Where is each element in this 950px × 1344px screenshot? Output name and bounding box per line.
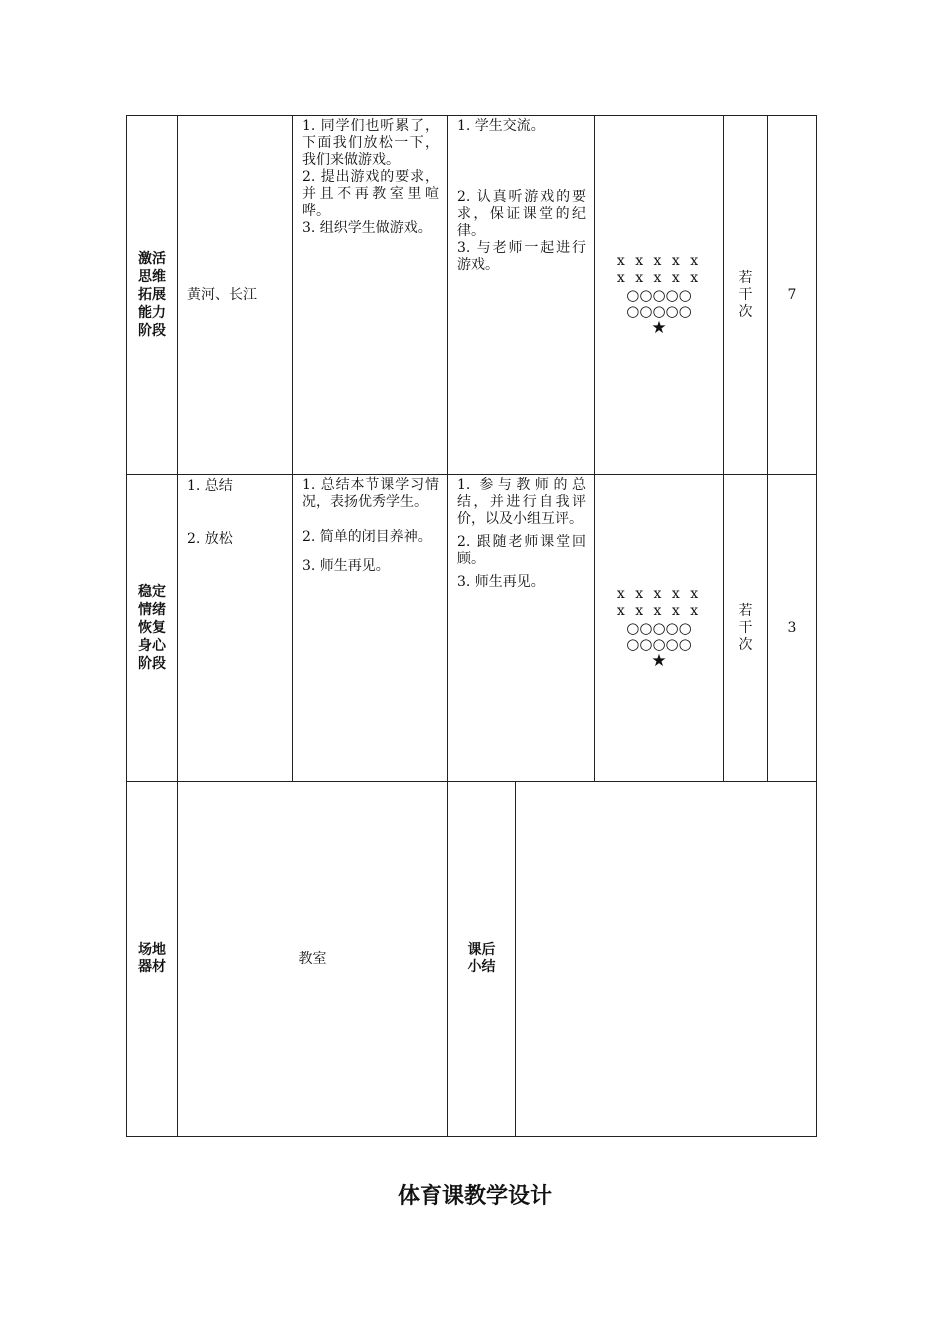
- times-label: 若干次: [738, 602, 753, 653]
- teacher-star-icon: ★: [651, 318, 667, 338]
- stage-cell: [127, 116, 178, 475]
- teacher-step: 3. 师生再见。: [302, 558, 390, 574]
- student-step: 2. 认真听游戏的要求，保证课堂的纪律。: [457, 189, 586, 239]
- formation-diagram: [595, 116, 724, 475]
- formation-x-row: x x x x x: [616, 270, 702, 286]
- summary-label: 课后: [467, 942, 496, 958]
- summary-label-cell: [448, 782, 516, 1137]
- content-cell: 黄河、长江: [178, 116, 293, 475]
- lesson-plan-table: [126, 115, 817, 1137]
- times-label: 若干次: [738, 269, 753, 320]
- teacher-step: 2. 简单的闭目养神。: [302, 529, 432, 545]
- formation-x-row: x x x x x: [616, 586, 702, 602]
- times-cell: [724, 116, 768, 475]
- formation-o-row: ○○○○○: [626, 286, 692, 304]
- venue-label: 场地: [138, 942, 166, 958]
- formation-x-row: x x x x x: [616, 603, 702, 619]
- student-steps-cell: [448, 116, 595, 475]
- student-step: 3. 师生再见。: [457, 574, 545, 590]
- content-cell: [178, 475, 293, 782]
- formation-o-row: ○○○○○: [626, 619, 692, 637]
- student-step: 3. 与老师一起进行游戏。: [457, 240, 586, 273]
- formation-diagram: [595, 475, 724, 782]
- next-page-title: 体育课教学设计: [397, 1184, 552, 1209]
- summary-label: 小结: [467, 959, 496, 975]
- teacher-step: 1. 同学们也听累了，下面我们放松一下，我们来做游戏。: [302, 118, 439, 168]
- stage-row-activate: [127, 116, 817, 475]
- teacher-step: 2. 提出游戏的要求，并且不再教室里喧哗。: [302, 169, 439, 219]
- student-step: 1. 学生交流。: [457, 118, 545, 134]
- stage-label: 稳定情绪恢复身心阶段: [138, 584, 166, 672]
- times-cell: [724, 475, 768, 782]
- student-step: 1. 参与教师的总结，并进行自我评价，以及小组互评。: [457, 477, 586, 527]
- venue-summary-row: [127, 782, 817, 1137]
- minutes-cell: 3: [768, 475, 817, 782]
- venue-value-cell: 教室: [178, 782, 448, 1137]
- summary-value-cell: [516, 782, 817, 1137]
- formation-o-row: ○○○○○: [626, 635, 692, 653]
- teacher-step: 3. 组织学生做游戏。: [302, 220, 432, 236]
- teacher-steps-cell: [293, 116, 448, 475]
- teacher-steps-cell: [293, 475, 448, 782]
- student-step: 2. 跟随老师课堂回顾。: [457, 534, 586, 567]
- minutes-cell: 7: [768, 116, 817, 475]
- formation-x-row: x x x x x: [616, 253, 702, 269]
- teacher-star-icon: ★: [651, 651, 667, 671]
- content-item: 2. 放松: [187, 531, 233, 547]
- venue-label-cell: [127, 782, 178, 1137]
- venue-label: 器材: [138, 959, 166, 975]
- content-item: 1. 总结: [187, 478, 233, 494]
- stage-row-stabilize: [127, 475, 817, 782]
- stage-cell: [127, 475, 178, 782]
- stage-label: 激活思维拓展能力阶段: [138, 251, 166, 339]
- student-steps-cell: [448, 475, 595, 782]
- formation-o-row: ○○○○○: [626, 302, 692, 320]
- teacher-step: 1. 总结本节课学习情况，表扬优秀学生。: [302, 477, 439, 510]
